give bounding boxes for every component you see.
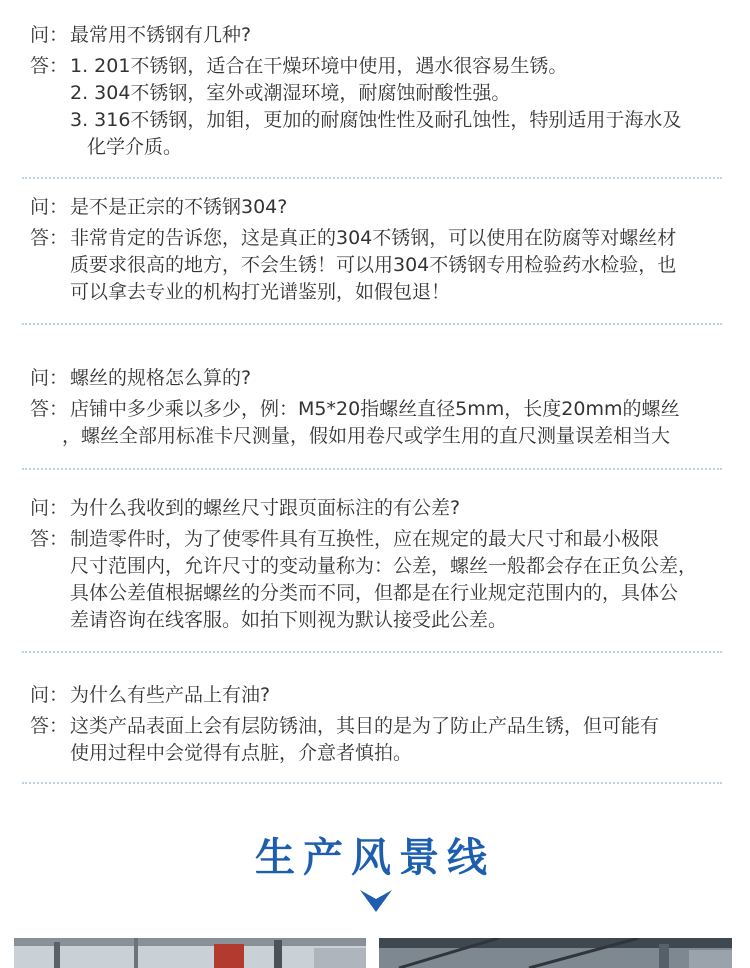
section-title: 生产风景线 xyxy=(255,835,495,881)
question-label: 问： xyxy=(30,196,69,218)
answer-line: 店铺中多少乘以多少，例：M5*20指螺丝直径5mm，长度20mm的螺丝 xyxy=(70,398,680,420)
answer-line: 2. 304不锈钢，室外或潮湿环境，耐腐蚀耐酸性强。 xyxy=(70,82,511,104)
answer-line: 制造零件时，为了使零件具有互换性，应在规定的最大尺寸和最小极限 xyxy=(70,528,660,550)
answer-line: 具体公差值根据螺丝的分类而不同，但都是在行业规定范围内的，具体公 xyxy=(70,582,679,604)
question-text: 是不是正宗的不锈钢304? xyxy=(70,196,288,218)
answer-line: 质要求很高的地方，不会生锈！可以用304不锈钢专用检验药水检验，也 xyxy=(70,254,677,276)
question-label: 问： xyxy=(30,24,69,46)
answer-line: 非常肯定的告诉您，这是真正的304不锈钢，可以使用在防腐等对螺丝材 xyxy=(70,227,677,249)
chevron-down-icon xyxy=(359,888,393,914)
answer-line: 使用过程中会觉得有点脏，介意者慎拍。 xyxy=(70,742,413,764)
divider xyxy=(22,782,722,784)
answer-line: 可以拿去专业的机构打光谱鉴别，如假包退！ xyxy=(70,281,451,303)
answer-line: 化学介质。 xyxy=(87,136,183,158)
divider xyxy=(22,323,722,325)
factory-photo-right xyxy=(379,938,732,968)
question-text: 为什么我收到的螺丝尺寸跟页面标注的有公差? xyxy=(70,497,461,519)
divider xyxy=(22,177,722,179)
answer-line: 差请咨询在线客服。如拍下则视为默认接受此公差。 xyxy=(70,609,508,631)
answer-label: 答： xyxy=(30,398,69,420)
question-text: 最常用不锈钢有几种? xyxy=(70,24,252,46)
factory-photo-left xyxy=(14,938,366,968)
answer-line: 尺寸范围内，允许尺寸的变动量称为：公差，螺丝一般都会存在正负公差， xyxy=(70,555,698,577)
answer-label: 答： xyxy=(30,715,69,737)
answer-label: 答： xyxy=(30,227,69,249)
answer-line: 这类产品表面上会有层防锈油，其目的是为了防止产品生锈，但可能有 xyxy=(70,715,660,737)
divider xyxy=(22,651,722,653)
answer-label: 答： xyxy=(30,528,69,550)
answer-line: ，螺丝全部用标准卡尺测量，假如用卷尺或学生用的直尺测量误差相当大 xyxy=(62,425,671,447)
answer-label: 答： xyxy=(30,55,69,77)
question-label: 问： xyxy=(30,367,69,389)
question-text: 螺丝的规格怎么算的? xyxy=(70,367,252,389)
question-label: 问： xyxy=(30,684,69,706)
answer-line: 3. 316不锈钢，加钼，更加的耐腐蚀性性及耐孔蚀性，特别适用于海水及 xyxy=(70,109,682,131)
answer-line: 1. 201不锈钢，适合在干燥环境中使用，遇水很容易生锈。 xyxy=(70,55,568,77)
divider xyxy=(22,468,722,470)
question-label: 问： xyxy=(30,497,69,519)
question-text: 为什么有些产品上有油? xyxy=(70,684,271,706)
